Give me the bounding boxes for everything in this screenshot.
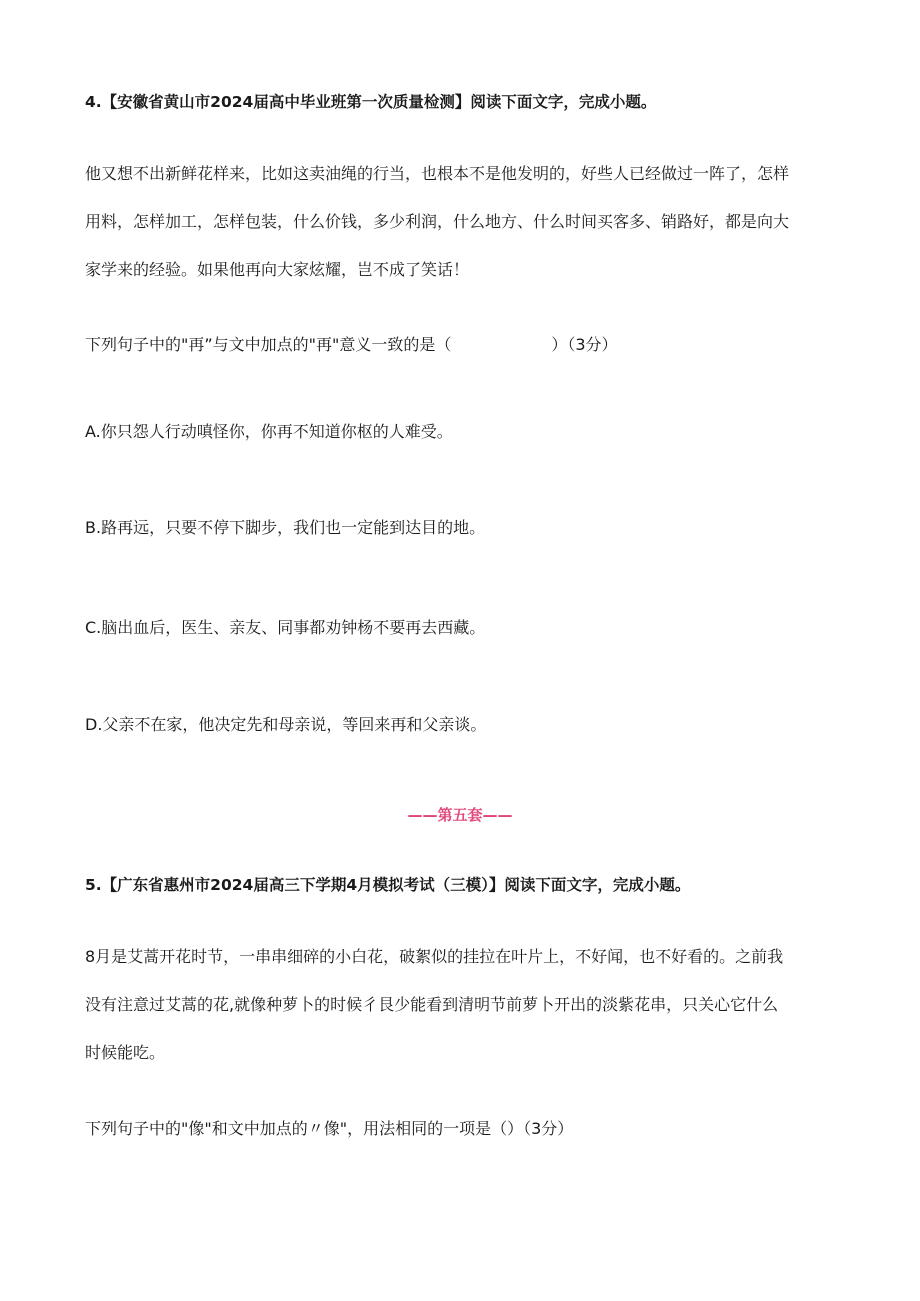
passage-line: 8月是艾蒿开花时节，一串串细碎的小白花，破絮似的挂拉在叶片上，不好闻，也不好看的。之前我 xyxy=(85,947,784,966)
set-divider: ——第五套—— xyxy=(407,806,513,824)
section-5-question: 下列句子中的"像"和文中加点的〃像"，用法相同的一项是（）（3分） xyxy=(85,1119,574,1138)
section-4-question xyxy=(85,333,845,357)
option-d: D.父亲不在家，他决定先和母亲说，等回来再和父亲谈。 xyxy=(85,715,487,734)
passage-line: 没有注意过艾蒿的花,就像种萝卜的时候彳艮少能看到清明节前萝卜开出的淡紫花串，只关心它什么 xyxy=(85,995,779,1014)
section-4-passage xyxy=(85,162,845,306)
option-c: C.脑出血后，医生、亲友、同事都劝钟杨不要再去西藏。 xyxy=(85,618,486,637)
section-5-heading: 5.【广东省惠州市2024届高三下学期4月模拟考试（三模）】阅读下面文字，完成小题。 xyxy=(85,876,691,894)
passage-line: 他又想不出新鲜花样来，比如这卖油绳的行当，也根本不是他发明的，好些人已经做过一阵了，怎样 xyxy=(85,164,790,183)
section-4-heading: 4.【安徽省黄山市2024届高中毕业班第一次质量检测】阅读下面文字，完成小题。 xyxy=(85,93,657,111)
option-a: A.你只怨人行动嗔怪你，你再不知道你枢的人难受。 xyxy=(85,422,453,441)
question-prefix: 下列句子中的"再”与文中加点的"再"意义一致的是（ xyxy=(85,335,452,354)
passage-line: 用料，怎样加工，怎样包装，什么价钱，多少利润，什么地方、什么时间买客多、销路好，都是向大 xyxy=(85,212,790,231)
section-5-passage xyxy=(85,945,845,1089)
option-b: B.路再远，只要不停下脚步，我们也一定能到达目的地。 xyxy=(85,518,486,537)
question-suffix: ）（3分） xyxy=(551,335,618,354)
passage-line: 家学来的经验。如果他再向大家炫耀，岂不成了笑话！ xyxy=(85,260,470,279)
passage-line: 时候能吃。 xyxy=(85,1043,166,1062)
